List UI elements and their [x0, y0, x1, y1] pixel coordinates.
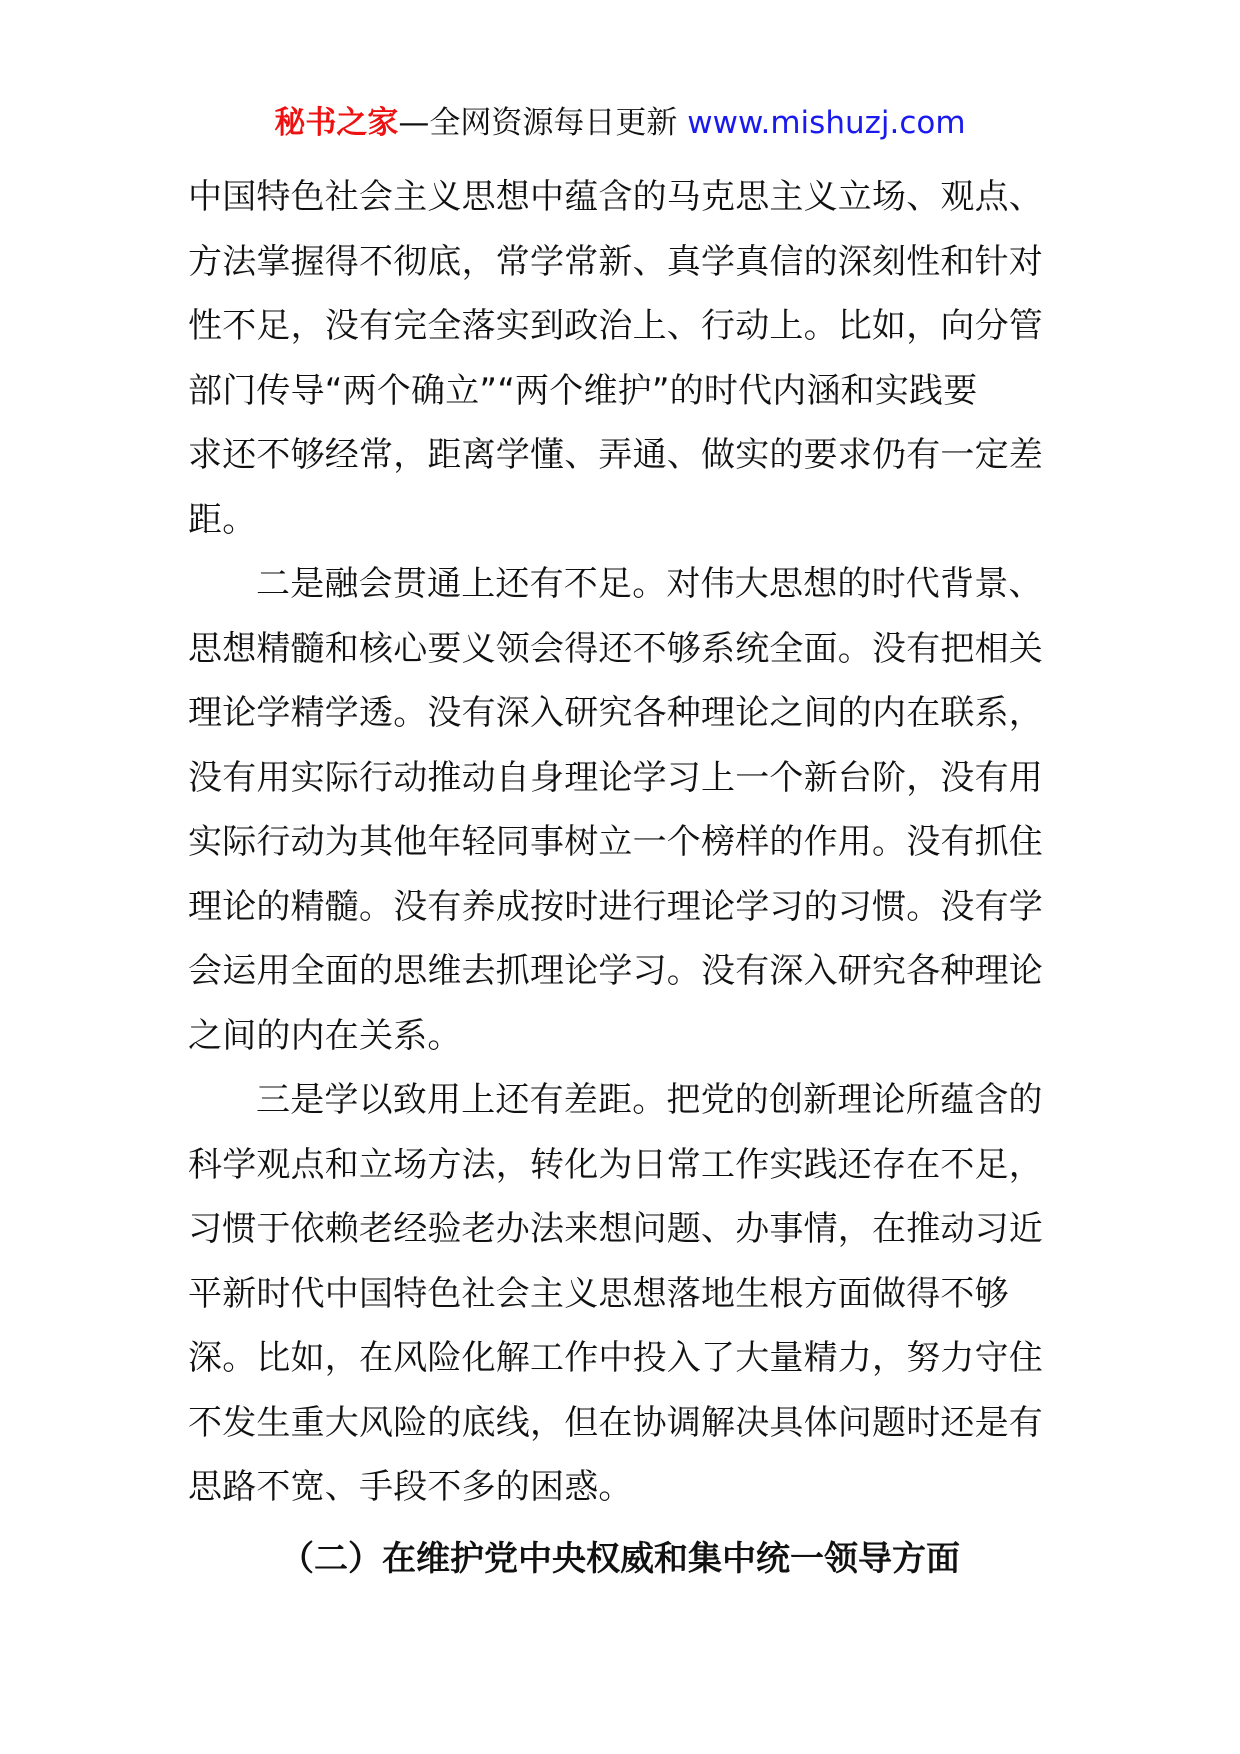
text-line: 之间的内在关系。 — [188, 1015, 462, 1056]
text-line: 没有用实际行动推动自身理论学习上一个新台阶，没有用 — [188, 757, 1043, 798]
text-line: 中国特色社会主义思想中蕴含的马克思主义立场、观点、 — [188, 177, 1043, 217]
paragraph-1 — [188, 165, 1054, 552]
header-tagline: —全网资源每日更新 — [398, 105, 688, 141]
text-line: 深。比如，在风险化解工作中投入了大量精力，努力守住 — [188, 1338, 1043, 1378]
header-url-link[interactable]: www.mishuzj.com — [687, 105, 966, 141]
section-heading: （二）在维护党中央权威和集中统一领导方面 — [280, 1539, 960, 1579]
text-line: 实际行动为其他年轻同事树立一个榜样的作用。没有抓住 — [188, 822, 1043, 862]
text-line: 性不足，没有完全落实到政治上、行动上。比如，向分管 — [188, 306, 1043, 346]
text-line: 距。 — [188, 499, 257, 540]
page-header — [0, 101, 1240, 145]
text-line: 理论的精髓。没有养成按时进行理论学习的习惯。没有学 — [188, 886, 1043, 927]
text-line: 方法掌握得不彻底，常学常新、真学真信的深刻性和针对 — [188, 241, 1043, 282]
text-line: 习惯于依赖老经验老办法来想问题、办事情，在推动习近 — [188, 1209, 1043, 1249]
text-line: 二是融会贯通上还有不足。对伟大思想的时代背景、 — [256, 564, 1043, 604]
paragraph-2 — [188, 552, 1054, 1068]
header-brand: 秘书之家 — [274, 105, 399, 141]
text-line: 三是学以致用上还有差距。把党的创新理论所蕴含的 — [256, 1080, 1043, 1120]
text-line: 理论学精学透。没有深入研究各种理论之间的内在联系， — [188, 693, 1043, 733]
text-line: 思想精髓和核心要义领会得还不够系统全面。没有把相关 — [188, 628, 1043, 669]
text-line: 思路不宽、手段不多的困惑。 — [188, 1467, 633, 1507]
text-line: 不发生重大风险的底线，但在协调解决具体问题时还是有 — [188, 1402, 1043, 1443]
paragraph-3 — [188, 1068, 1054, 1520]
text-line: 部门传导“两个确立”“两个维护”的时代内涵和实践要 — [188, 370, 978, 411]
document-body — [188, 165, 1054, 1520]
text-line: 求还不够经常，距离学懂、弄通、做实的要求仍有一定差 — [188, 435, 1043, 475]
text-line: 科学观点和立场方法，转化为日常工作实践还存在不足， — [188, 1144, 1043, 1185]
text-line: 会运用全面的思维去抓理论学习。没有深入研究各种理论 — [188, 951, 1043, 991]
text-line: 平新时代中国特色社会主义思想落地生根方面做得不够 — [188, 1273, 1009, 1314]
